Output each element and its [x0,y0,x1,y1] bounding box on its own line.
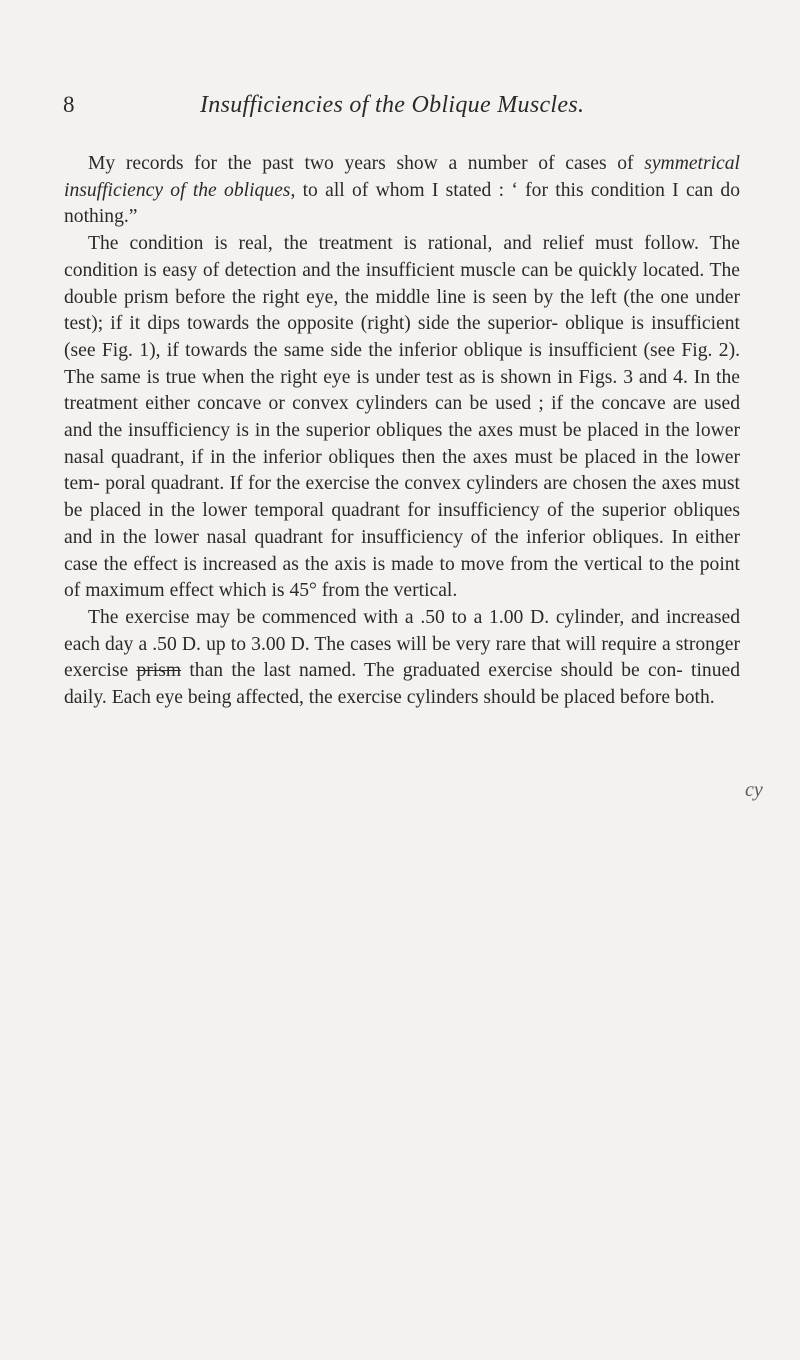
paragraph-exercise [64,605,740,712]
body-text [64,151,740,712]
paragraph-exercise-lead: The exercise may be commenced with a .50 to a 1.00 D. cylinder, and increased each day a .50 D. up to 3.00 D. The cases will be very rare that will require a stronger exercise [64,606,740,682]
paragraph-exercise-tail: than the last named. The graduated exercise should be con- tinued daily. Each eye being affected, the exercise cylinders should be placed before both. [64,660,740,709]
running-head: Insufficiencies of the Oblique Muscles. [200,92,585,118]
paragraph-records-emphasis: symmetrical insufficiency of the obliques [64,153,740,201]
paragraph-condition: The condition is real, the treatment is rational, and relief must follow. The condition is easy of detection and the insufficient muscle can be quickly located. The double prism before the right eye, the middle line is seen by the left (the one under test); if it dips towards the opposite (right) side the superior- oblique is insufficient (see Fig. 1), if towards the same side the inferior oblique is insufficient (see Fig. 2). The same is true when the right eye is under test as is shown in Figs. 3 and 4. In the treatment either concave or convex cylinders can be used ; if the concave are used and the insufficiency is in the superior obliques the axes must be placed in the lower nasal quadrant, if in the inferior obliques then the axes must be placed in the lower tem- poral quadrant. If for the exercise the convex cylinders are chosen the axes must be placed in the lower temporal quadrant for insufficiency of the superior obliques and in the lower nasal quadrant for insufficiency of the inferior obliques. In either case the effect is increased as the axis is made to move from the vertical to the point of maximum effect which is 45° from the vertical. [64,233,740,602]
paragraph-records [64,151,740,231]
struck-word: prism [136,660,182,682]
page-number: 8 [63,92,75,117]
paragraph-records-lead: My records for the past two years show a number of cases of [88,153,645,174]
paragraph-records-tail: , to all of whom I stated : ‘ for this condition I can do nothing.” [64,179,741,228]
handwritten-margin-note: cy [745,779,763,801]
page-header [0,92,800,126]
